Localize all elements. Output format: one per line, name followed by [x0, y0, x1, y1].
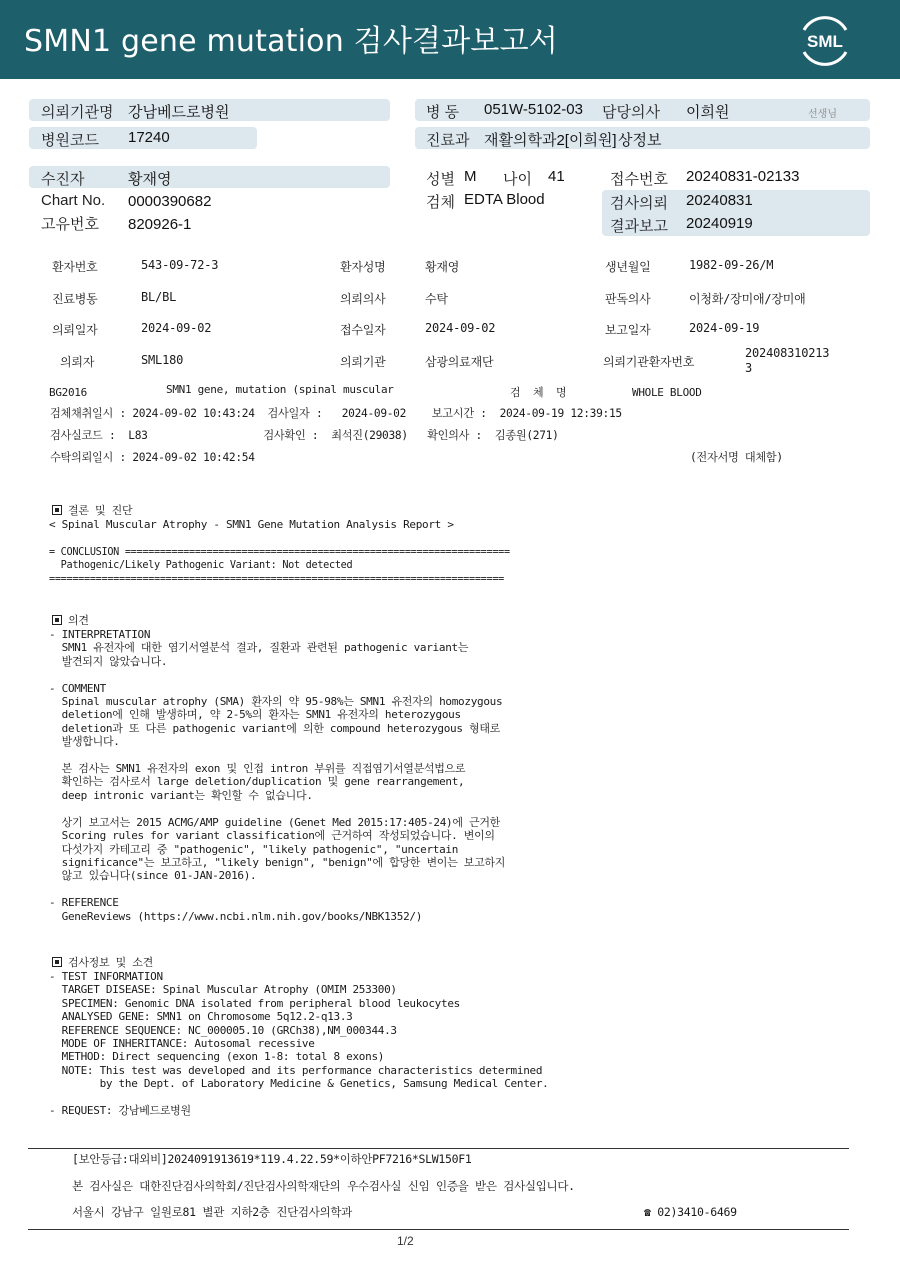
request-value: 20240831 — [686, 192, 753, 209]
address-line: 서울시 강남구 일원로81 별관 지하2층 진단검사의학과 — [72, 1205, 352, 1219]
detail-label: 의뢰일자 — [52, 323, 98, 337]
test-code: BG2016 — [49, 386, 87, 399]
receipt-label: 접수번호 — [610, 171, 668, 188]
specimen-label: 검체 — [426, 194, 455, 211]
specimen-value: EDTA Blood — [464, 191, 545, 208]
institution-value: 강남베드로병원 — [128, 104, 230, 121]
test-line-2: 검사실코드 : L83 검사확인 : 최석진(29038) 확인의사 : 김종원(271) — [50, 429, 559, 442]
detail-value: 황재영 — [425, 260, 460, 274]
sex-label: 성별 — [426, 171, 455, 188]
detail-value: SML180 — [141, 353, 184, 367]
security-line: [보안등급:대외비]2024091913619*119.4.22.59*이하안PF7216*SLW150F1 — [72, 1152, 472, 1166]
detail-value: 수탁 — [425, 292, 448, 306]
report-title: SMN1 gene mutation 검사결과보고서 — [24, 24, 558, 59]
section-conclusion-title: 결론 및 진단 — [52, 504, 132, 517]
hospital-code-label: 병원코드 — [41, 132, 99, 149]
section-conclusion-subtitle: < Spinal Muscular Atrophy - SMN1 Gene Mutation Analysis Report > — [49, 518, 454, 531]
sex-value: M — [464, 168, 477, 185]
report-date-value: 20240919 — [686, 215, 753, 232]
detail-value: 202408310213 — [745, 346, 830, 360]
ward-label: 병 동 — [426, 104, 460, 121]
detail-value: BL/BL — [141, 290, 177, 304]
doctor-label: 담당의사 — [602, 104, 660, 121]
test-specimen-label: 검 체 명 — [510, 386, 567, 399]
svg-text:SML: SML — [807, 32, 843, 51]
uid-label: 고유번호 — [41, 216, 99, 233]
phone-number: ☎ 02)3410-6469 — [644, 1205, 737, 1219]
testinfo-text: - TEST INFORMATION TARGET DISEASE: Spinal Muscular Atrophy (OMIM 253300) SPECIMEN: Genomic DNA isolated from peripheral blood leukocytes ANALYSED GENE: SMN1 on Chromosome 5q12.2-q13.3 REFERENCE SEQUENCE: NC_000005.10 (GRCh38),NM_000344.3 MODE OF INHERITANCE: Autosomal recessive METHOD: Direct sequencing (exon 1-8: total 8 exons) NOTE: This test was developed and its performance characteristics determined by the Dept. of Laboratory Medicine & Genetics, Samsung Medical Center. - REQUEST: 강남베드로병원 — [49, 970, 549, 1118]
uid-value: 820926-1 — [128, 216, 192, 233]
test-line-3: 수탁의뢰일시 : 2024-09-02 10:42:54 — [50, 451, 255, 464]
age-value: 41 — [548, 168, 565, 185]
doctor-suffix: 선생님 — [808, 109, 837, 120]
sml-logo — [796, 12, 854, 68]
detail-value: 이청화/장미애/장미애 — [689, 292, 806, 306]
certification-line: 본 검사실은 대한진단검사의학회/진단검사의학재단의 우수검사실 신임 인증을 받은 검사실입니다. — [72, 1179, 575, 1193]
doctor-value: 이희원 — [686, 104, 730, 121]
detail-label: 생년월일 — [605, 260, 651, 274]
patient-value: 황재영 — [128, 171, 172, 188]
detail-label: 의뢰의사 — [340, 292, 386, 306]
test-specimen: WHOLE BLOOD — [632, 386, 702, 399]
detail-label: 의뢰자 — [60, 355, 95, 369]
hospital-code-value: 17240 — [128, 129, 170, 146]
section-opinion-title: 의견 — [52, 614, 89, 627]
section-box-icon — [52, 505, 62, 515]
patient-label: 수진자 — [41, 171, 85, 188]
detail-value: 2024-09-02 — [425, 321, 496, 335]
opinion-text: - INTERPRETATION SMN1 유전자에 대한 염기서열분석 결과, 질환과 관련된 pathogenic variant는 발견되지 않았습니다. - COMMENT Spinal muscular atrophy (SMA) 환자의 약 95-98%는 SMN1 유전자의 homozygous deletion에 인해 발생하며, 약 2-5%의 환자는 SMN1 유전자의 heterozygous deletion과 또 다른 pathogenic variant에 의한 compound heterozygous 형태로 발생합니다. 본 검사는 SMN1 유전자의 exon 및 인접 intron 부위를 직접염기서열분석법으로 확인하는 검사로서 large deletion/duplication 및 gene rearrangement, deep intronic variant는 확인할 수 없습니다. 상기 보고서는 2015 ACMG/AMP guideline (Genet Med 2015:17:405-24)에 근거한 Scoring rules for variant classification에 근거하여 작성되었습니다. 변이의 다섯가지 카테고리 중 "pathogenic", "likely pathogenic", "uncertain significance"는 보고하고, "likely benign", "benign"에 합당한 변이는 보고하지 않고 있습니다(since 01-JAN-2016). - REFERENCE GeneReviews (https://www.ncbi.nlm.nih.gov/books/NBK1352/) — [49, 628, 506, 923]
detail-value: 1982-09-26/M — [689, 258, 774, 272]
report-date-label: 결과보고 — [610, 218, 668, 235]
detail-label: 환자번호 — [52, 260, 98, 274]
detail-label: 접수일자 — [340, 323, 386, 337]
test-line-1: 검체채취일시 : 2024-09-02 10:43:24 검사일자 : 2024-09-02 보고시간 : 2024-09-19 12:39:15 — [50, 407, 622, 420]
conclusion-text: = CONCLUSION ================================================================== Pathogenic/Likely Pathogenic Variant: Not detected ============================================================================== — [49, 547, 510, 585]
section-box-icon — [52, 957, 62, 967]
report-header — [0, 0, 900, 79]
chart-label: Chart No. — [41, 192, 106, 209]
detail-label: 보고일자 — [605, 323, 651, 337]
footer-divider-bottom — [28, 1229, 849, 1230]
dept-overlay-text: 상정보 — [618, 132, 662, 149]
detail-label: 판독의사 — [605, 292, 651, 306]
page-number: 1/2 — [397, 1234, 414, 1248]
detail-value: 삼광의료재단 — [425, 355, 494, 369]
receipt-value: 20240831-02133 — [686, 168, 800, 185]
request-label: 검사의뢰 — [610, 195, 668, 212]
chart-value: 0000390682 — [128, 193, 212, 210]
footer-divider-top — [28, 1148, 849, 1149]
test-name: SMN1 gene, mutation (spinal muscular — [166, 383, 394, 396]
institution-label: 의뢰기관명 — [41, 104, 114, 121]
section-box-icon — [52, 615, 62, 625]
detail-value: 543-09-72-3 — [141, 258, 219, 272]
detail-label: 의뢰기관 — [340, 355, 386, 369]
ward-value: 051W-5102-03 — [484, 101, 583, 118]
e-signature-note: (전자서명 대체함) — [690, 451, 783, 464]
detail-value: 2024-09-02 — [141, 321, 212, 335]
age-label: 나이 — [503, 171, 532, 188]
section-testinfo-title: 검사정보 및 소견 — [52, 956, 153, 969]
detail-value: 2024-09-19 — [689, 321, 760, 335]
dept-label: 진료과 — [426, 132, 470, 149]
detail-label: 환자성명 — [340, 260, 386, 274]
detail-value-cont: 3 — [745, 361, 753, 375]
detail-label: 진료병동 — [52, 292, 98, 306]
detail-label: 의뢰기관환자번호 — [603, 355, 695, 369]
dept-value: 재활의학과2[이희원] — [484, 132, 617, 149]
